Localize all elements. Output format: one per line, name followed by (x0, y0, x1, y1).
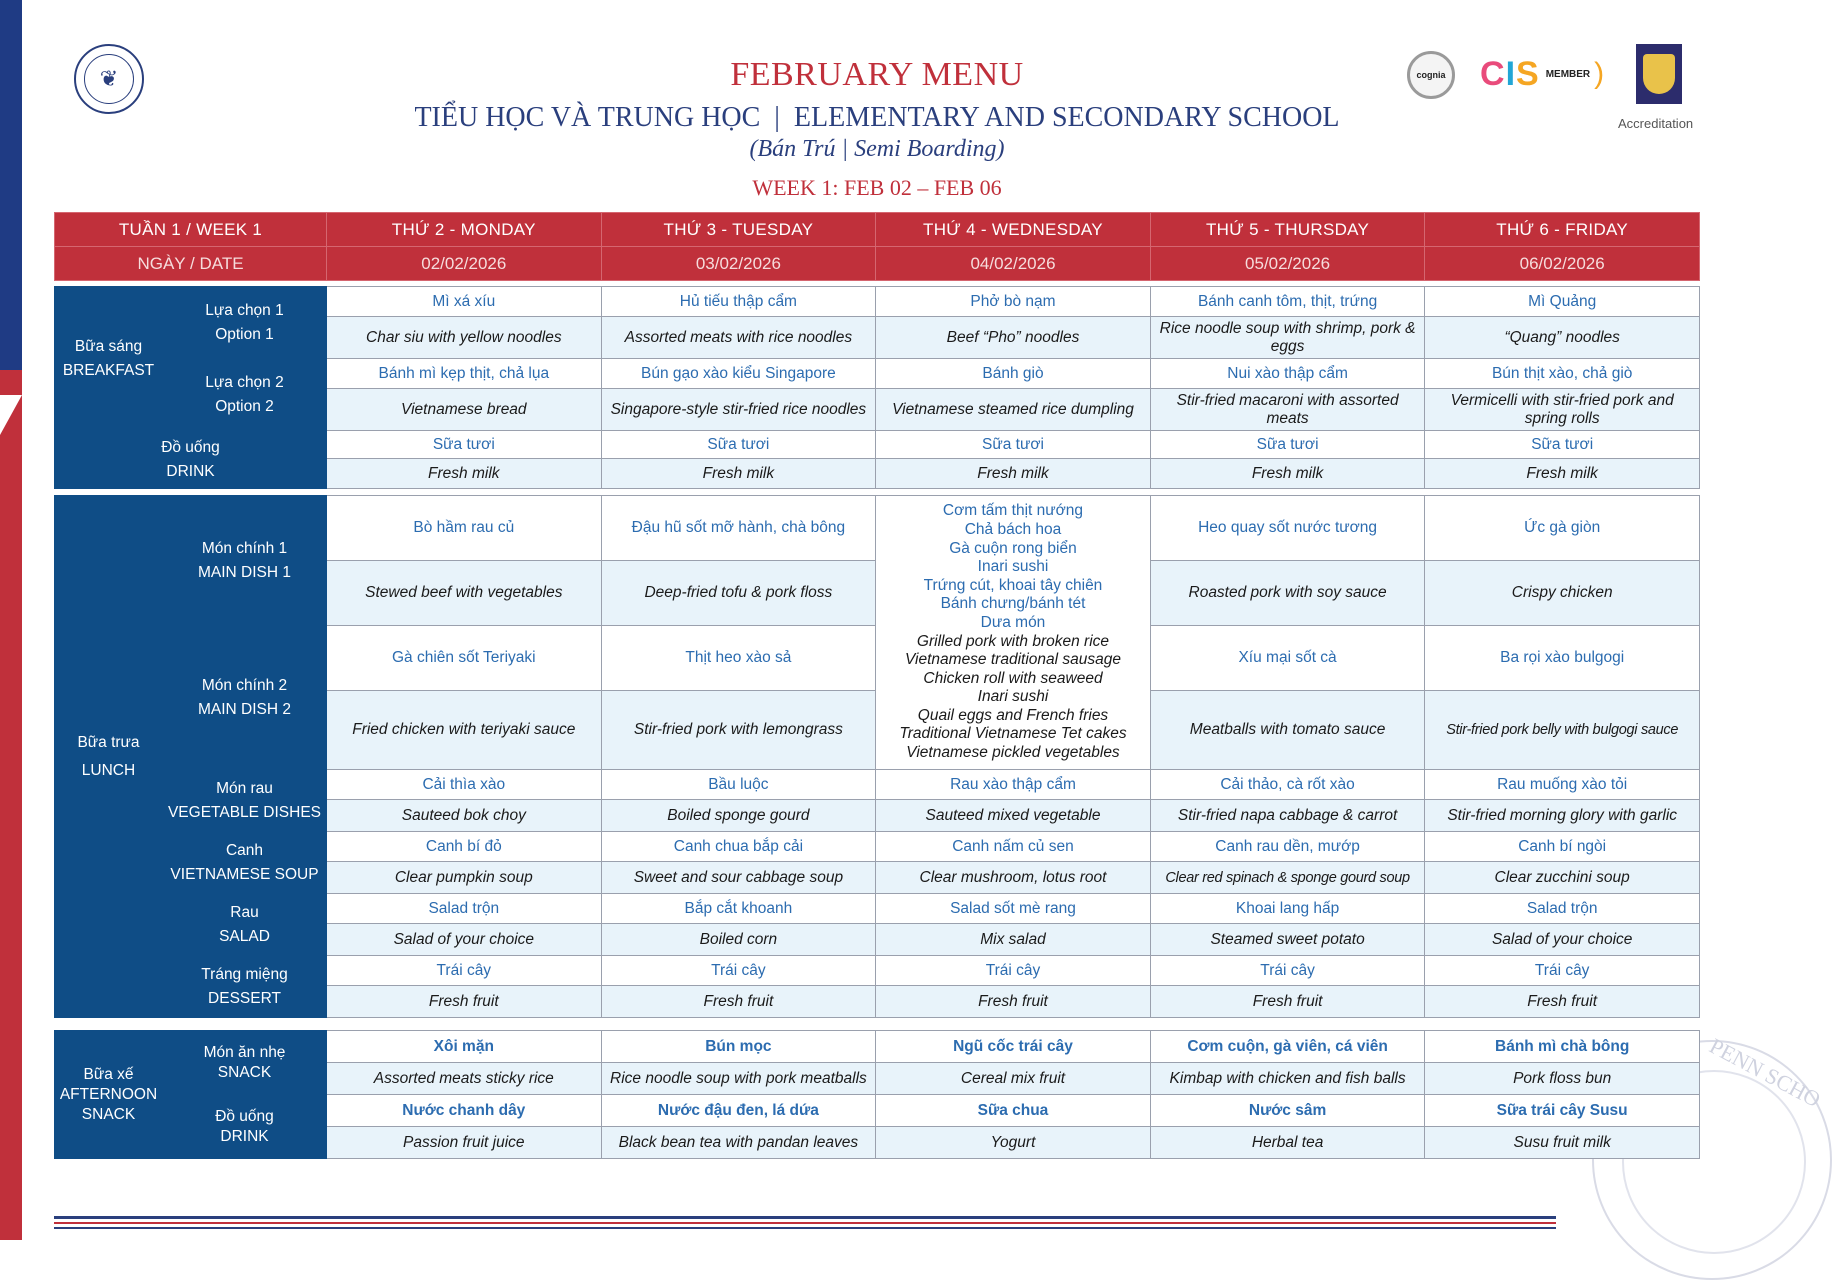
menu-item-en: Fresh milk (876, 459, 1151, 489)
afternoon-label: Bữa xế AFTERNOON SNACK (55, 1031, 163, 1159)
footer-rule (54, 1216, 1556, 1219)
menu-item-en: Salad of your choice (1425, 924, 1700, 956)
menu-item-vi: Salad trộn (327, 894, 602, 924)
date-cell: 05/02/2026 (1150, 247, 1425, 281)
menu-item-en: Stewed beef with vegetables (327, 561, 602, 626)
menu-item-en: Salad of your choice (327, 924, 602, 956)
menu-item-vi: Bắp cắt khoanh (601, 894, 876, 924)
week-label: TUẦN 1 / WEEK 1 (55, 213, 327, 247)
day-header: THỨ 2 - MONDAY (327, 213, 602, 247)
menu-item-vi: Gà chiên sốt Teriyaki (327, 626, 602, 691)
dessert-label: Tráng miệng DESSERT (163, 956, 327, 1018)
day-header: THỨ 3 - TUESDAY (601, 213, 876, 247)
menu-item-en: Fresh milk (1150, 459, 1425, 489)
menu-item-en: Fresh milk (327, 459, 602, 489)
menu-item-vi: Canh nấm củ sen (876, 832, 1151, 862)
menu-item-en: Char siu with yellow noodles (327, 317, 602, 359)
school-crest-icon: ❦ (84, 54, 134, 104)
menu-item-vi: Đậu hũ sốt mỡ hành, chà bông (601, 496, 876, 561)
menu-item-en: Stir-fried morning glory with garlic (1425, 800, 1700, 832)
menu-item-vi: Bánh mì kẹp thịt, chả lụa (327, 359, 602, 389)
menu-item-vi: Khoai lang hấp (1150, 894, 1425, 924)
page-subtitle: TIỂU HỌC VÀ TRUNG HỌC | ELEMENTARY AND SECONDARY SCHOOL (414, 102, 1340, 133)
menu-item-vi: Ngũ cốc trái cây (876, 1031, 1151, 1063)
menu-item-vi: Canh chua bắp cải (601, 832, 876, 862)
lunch-label: Bữa trưa LUNCH (55, 496, 163, 1018)
menu-item-vi: Canh bí đỏ (327, 832, 602, 862)
menu-item-en: Sweet and sour cabbage soup (601, 862, 876, 894)
veg-label: Món rau VEGETABLE DISHES (163, 770, 327, 832)
week-range: WEEK 1: FEB 02 – FEB 06 (752, 175, 1002, 200)
menu-item-vi: Trái cây (327, 956, 602, 986)
menu-item-en: Yogurt (876, 1127, 1151, 1159)
menu-item-en: Kimbap with chicken and fish balls (1150, 1063, 1425, 1095)
date-cell: 06/02/2026 (1425, 247, 1700, 281)
breakfast-label: Bữa sáng BREAKFAST (55, 287, 163, 431)
menu-item-vi: Salad sốt mè rang (876, 894, 1151, 924)
footer-rule (54, 1227, 1556, 1229)
shield-icon (1643, 54, 1675, 94)
menu-item-en: Assorted meats sticky rice (327, 1063, 602, 1095)
menu-item-vi: Sữa tươi (601, 431, 876, 459)
menu-item-vi: Canh bí ngòi (1425, 832, 1700, 862)
menu-item-vi: Heo quay sốt nước tương (1150, 496, 1425, 561)
menu-item-vi: Trái cây (1425, 956, 1700, 986)
breakfast-table (54, 286, 1700, 489)
menu-item-vi: Mì Quảng (1425, 287, 1700, 317)
menu-item-en: Black bean tea with pandan leaves (601, 1127, 876, 1159)
watermark-seal: PENN SCHO (1592, 1040, 1832, 1280)
menu-item-en: Herbal tea (1150, 1127, 1425, 1159)
cis-member-label: MEMBER (1545, 68, 1591, 80)
menu-item-en: Fresh fruit (327, 986, 602, 1018)
menu-item-vi: Xíu mại sốt cà (1150, 626, 1425, 691)
menu-item-en: Sauteed bok choy (327, 800, 602, 832)
day-header: THỨ 5 - THURSDAY (1150, 213, 1425, 247)
menu-item-vi: Canh rau dền, mướp (1150, 832, 1425, 862)
menu-item-en: Fresh milk (601, 459, 876, 489)
date-cell: 02/02/2026 (327, 247, 602, 281)
menu-item-en: Stir-fried pork belly with bulgogi sauce (1425, 691, 1700, 770)
menu-item-vi: Bún mọc (601, 1031, 876, 1063)
menu-item-vi: Bánh canh tôm, thịt, trứng (1150, 287, 1425, 317)
menu-item-vi: Xôi mặn (327, 1031, 602, 1063)
menu-item-vi: Sữa tươi (327, 431, 602, 459)
menu-item-vi: Bún thịt xào, chả giò (1425, 359, 1700, 389)
menu-item-vi: Nước chanh dây (327, 1095, 602, 1127)
menu-item-vi: Thịt heo xào sả (601, 626, 876, 691)
cis-member-badge (1480, 56, 1604, 92)
menu-item-en: Meatballs with tomato sauce (1150, 691, 1425, 770)
menu-item-vi: Mì xá xíu (327, 287, 602, 317)
date-cell: 03/02/2026 (601, 247, 876, 281)
salad-label: Rau SALAD (163, 894, 327, 956)
wednesday-special-menu: Cơm tấm thịt nướng Chả bách hoa Gà cuộn rong biển Inari sushi Trứng cút, khoai tây chiên Bánh chưng/bánh tét Dưa món Grilled pork with broken rice Vietnamese traditional sausage Chicken roll with seaweed Inari sushi Quail eggs and French fries Traditional Vietnamese Tet cakes Vietnamese pickled vegetables (876, 496, 1151, 770)
menu-item-en: Assorted meats with rice noodles (601, 317, 876, 359)
menu-item-vi: Cải thìa xào (327, 770, 602, 800)
page-title: FEBRUARY MENU (730, 56, 1024, 93)
cis-letter-s: S (1516, 54, 1540, 93)
menu-item-en: Boiled corn (601, 924, 876, 956)
cis-letter-i: I (1505, 54, 1517, 93)
menu-item-vi: Sữa tươi (1150, 431, 1425, 459)
menu-item-vi: Rau xào thập cẩm (876, 770, 1151, 800)
menu-item-vi: Hủ tiếu thập cẩm (601, 287, 876, 317)
cis-letter-c: C (1480, 54, 1506, 93)
menu-item-en: Roasted pork with soy sauce (1150, 561, 1425, 626)
menu-item-en: Stir-fried napa cabbage & carrot (1150, 800, 1425, 832)
menu-item-en: Fresh fruit (1150, 986, 1425, 1018)
menu-item-en: Beef “Pho” noodles (876, 317, 1151, 359)
menu-item-en: Sauteed mixed vegetable (876, 800, 1151, 832)
menu-item-vi: Bánh mì chà bông (1425, 1031, 1700, 1063)
menu-item-en: Clear red spinach & sponge gourd soup (1150, 862, 1425, 894)
menu-item-vi: Bò hầm rau củ (327, 496, 602, 561)
menu-item-en: Deep-fried tofu & pork floss (601, 561, 876, 626)
menu-item-en: Cereal mix fruit (876, 1063, 1151, 1095)
menu-item-vi: Ba rọi xào bulgogi (1425, 626, 1700, 691)
afternoon-table (54, 1030, 1700, 1159)
menu-item-vi: Sữa tươi (1425, 431, 1700, 459)
menu-item-en: Stir-fried pork with lemongrass (601, 691, 876, 770)
accreditation-label: Accreditation (1618, 116, 1694, 131)
menu-item-vi: Trái cây (876, 956, 1151, 986)
date-cell: 04/02/2026 (876, 247, 1151, 281)
menu-item-en: Fried chicken with teriyaki sauce (327, 691, 602, 770)
date-label: NGÀY / DATE (55, 247, 327, 281)
boarding-label: (Bán Trú | Semi Boarding) (749, 136, 1005, 162)
main1-label: Món chính 1 MAIN DISH 1 (163, 496, 327, 626)
menu-item-en: Fresh fruit (876, 986, 1151, 1018)
menu-item-vi: Bún gạo xào kiểu Singapore (601, 359, 876, 389)
menu-item-en: Singapore-style stir-fried rice noodles (601, 389, 876, 431)
menu-item-en: Fresh fruit (601, 986, 876, 1018)
menu-item-en: Fresh fruit (1425, 986, 1700, 1018)
cognia-label: cognia (1416, 70, 1446, 80)
lunch-table (54, 495, 1700, 1018)
menu-item-vi: Bánh giò (876, 359, 1151, 389)
side-stripe-red (0, 370, 22, 1240)
menu-item-vi: Bầu luộc (601, 770, 876, 800)
menu-item-vi: Nước đậu đen, lá dứa (601, 1095, 876, 1127)
menu-item-en: Passion fruit juice (327, 1127, 602, 1159)
menu-item-vi: Nui xào thập cẩm (1150, 359, 1425, 389)
option2-label: Lựa chọn 2 Option 2 (163, 359, 327, 431)
menu-item-en: Clear pumpkin soup (327, 862, 602, 894)
menu-item-vi: Cải thảo, cà rốt xào (1150, 770, 1425, 800)
menu-item-en: Fresh milk (1425, 459, 1700, 489)
menu-item-vi: Nước sâm (1150, 1095, 1425, 1127)
option1-label: Lựa chọn 1 Option 1 (163, 287, 327, 359)
menu-item-en: Boiled sponge gourd (601, 800, 876, 832)
menu-item-en: Vietnamese steamed rice dumpling (876, 389, 1151, 431)
menu-item-vi: Sữa trái cây Susu (1425, 1095, 1700, 1127)
breakfast-drink-label: Đồ uống DRINK (55, 431, 327, 489)
day-header: THỨ 4 - WEDNESDAY (876, 213, 1151, 247)
snack-label: Món ăn nhẹ SNACK (163, 1031, 327, 1095)
menu-item-en: Pork floss bun (1425, 1063, 1700, 1095)
menu-item-en: Vermicelli with stir-fried pork and spring rolls (1425, 389, 1700, 431)
menu-item-en: Clear zucchini soup (1425, 862, 1700, 894)
cognia-badge (1407, 51, 1455, 99)
menu-item-vi: Rau muống xào tỏi (1425, 770, 1700, 800)
accreditation-badge (1636, 44, 1682, 104)
menu-item-vi: Trái cây (601, 956, 876, 986)
menu-item-en: Clear mushroom, lotus root (876, 862, 1151, 894)
side-stripe-divider (0, 395, 22, 435)
menu-item-vi: Ức gà giòn (1425, 496, 1700, 561)
menu-item-vi: Sữa tươi (876, 431, 1151, 459)
menu-item-en: Vietnamese bread (327, 389, 602, 431)
menu-item-vi: Phở bò nạm (876, 287, 1151, 317)
menu-item-vi: Cơm cuộn, gà viên, cá viên (1150, 1031, 1425, 1063)
cis-bracket-icon: ) (1594, 57, 1605, 90)
menu-item-en: Rice noodle soup with pork meatballs (601, 1063, 876, 1095)
menu-item-en: Steamed sweet potato (1150, 924, 1425, 956)
menu-item-vi: Salad trộn (1425, 894, 1700, 924)
menu-item-vi: Sữa chua (876, 1095, 1151, 1127)
afternoon-drink-label: Đồ uống DRINK (163, 1095, 327, 1159)
day-header: THỨ 6 - FRIDAY (1425, 213, 1700, 247)
menu-item-en: Stir-fried macaroni with assorted meats (1150, 389, 1425, 431)
footer-rule (54, 1222, 1556, 1224)
menu-item-en: Rice noodle soup with shrimp, pork & eggs (1150, 317, 1425, 359)
menu-item-en: Mix salad (876, 924, 1151, 956)
menu-header-table (54, 212, 1700, 281)
menu-item-vi: Trái cây (1150, 956, 1425, 986)
menu-item-en: Crispy chicken (1425, 561, 1700, 626)
soup-label: Canh VIETNAMESE SOUP (163, 832, 327, 894)
menu-item-en: Susu fruit milk (1425, 1127, 1700, 1159)
main2-label: Món chính 2 MAIN DISH 2 (163, 626, 327, 770)
menu-item-en: “Quang” noodles (1425, 317, 1700, 359)
